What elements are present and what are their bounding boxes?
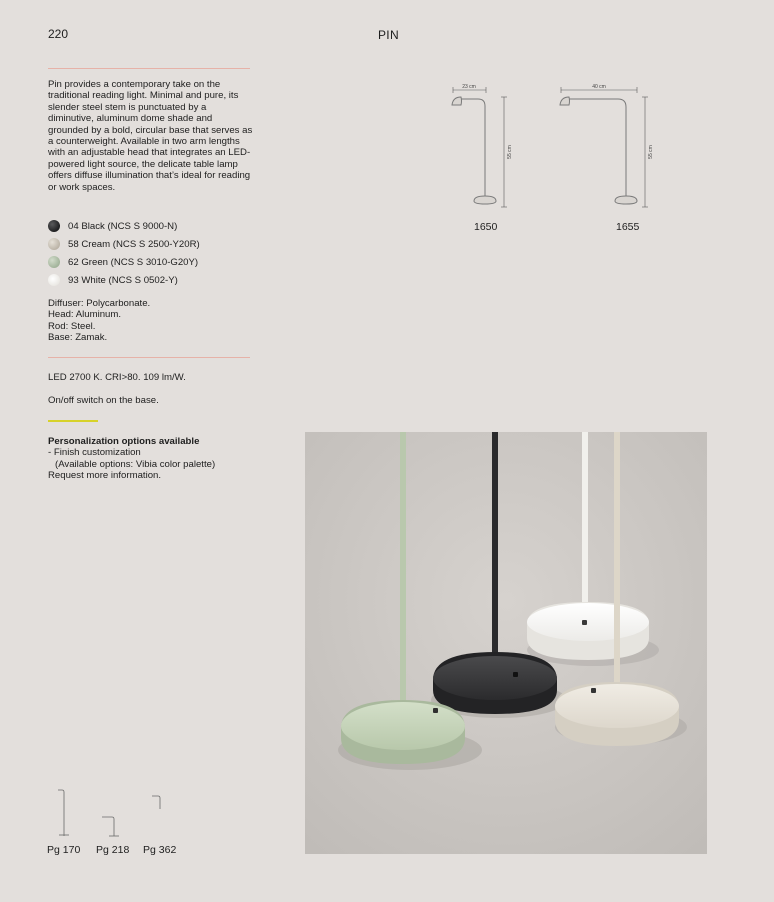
- page-ref-218[interactable]: Pg 218: [96, 844, 130, 856]
- swatch-black: [48, 220, 60, 232]
- color-label: 04 Black (NCS S 9000-N): [68, 220, 178, 232]
- color-list: [48, 217, 200, 289]
- color-item-cream: [48, 235, 200, 253]
- color-label: 93 White (NCS S 0502-Y): [68, 274, 178, 286]
- accent-bar: [48, 420, 98, 422]
- materials-list: [48, 298, 150, 344]
- thumbnail-pg170[interactable]: [56, 787, 72, 839]
- dimension-height: 55 cm: [507, 145, 513, 159]
- divider-mid: [48, 357, 250, 358]
- personalization-line: - Finish customization: [48, 447, 141, 459]
- technical-drawing-1650: [440, 80, 530, 210]
- color-item-black: [48, 217, 200, 235]
- swatch-white: [48, 274, 60, 286]
- dimension-width: 40 cm: [592, 84, 606, 90]
- personalization-title: Personalization options available: [48, 436, 200, 447]
- intro-text: Pin provides a contemporary take on the traditional reading light. Minimal and pure, its slender steel stem is punctuated by a diminutive, aluminum dome shade and grounded by a bold, circular base that serves as a counterweight. Available in two arm lengths with an adjustable head that integrates an LED-powered light source, the delicate table lamp offers diffuse illumination that’s ideal for reading or work spaces.: [48, 79, 253, 193]
- page-title: PIN: [378, 28, 399, 42]
- material-diffuser: Diffuser: Polycarbonate.: [48, 298, 151, 309]
- technical-drawing-1655: [553, 80, 663, 210]
- color-item-green: [48, 253, 200, 271]
- swatch-green: [48, 256, 60, 268]
- personalization-line: Request more information.: [48, 470, 162, 482]
- personalization-block: [48, 436, 215, 482]
- switch-spec: On/off switch on the base.: [48, 395, 159, 406]
- thumbnail-pg362[interactable]: [150, 793, 166, 813]
- product-photo: [305, 432, 707, 854]
- color-item-white: [48, 271, 200, 289]
- color-label: 58 Cream (NCS S 2500-Y20R): [68, 238, 200, 250]
- page-ref-170[interactable]: Pg 170: [47, 844, 81, 856]
- page-ref-362[interactable]: Pg 362: [143, 844, 177, 856]
- personalization-line: (Available options: Vibia color palette): [55, 458, 216, 470]
- material-rod: Rod: Steel.: [48, 320, 96, 332]
- dimension-width: 23 cm: [462, 84, 476, 90]
- color-label: 62 Green (NCS S 3010-G20Y): [68, 256, 199, 268]
- model-label-1650: 1650: [474, 221, 498, 233]
- material-head: Head: Aluminum.: [48, 309, 122, 321]
- dimension-height: 55 cm: [648, 145, 654, 159]
- divider-top: [48, 68, 250, 69]
- led-spec: LED 2700 K. CRI>80. 109 lm/W.: [48, 372, 186, 383]
- swatch-cream: [48, 238, 60, 250]
- thumbnail-pg218[interactable]: [100, 814, 120, 840]
- model-label-1655: 1655: [616, 221, 640, 233]
- material-base: Base: Zamak.: [48, 332, 108, 344]
- page-number: 220: [48, 27, 69, 41]
